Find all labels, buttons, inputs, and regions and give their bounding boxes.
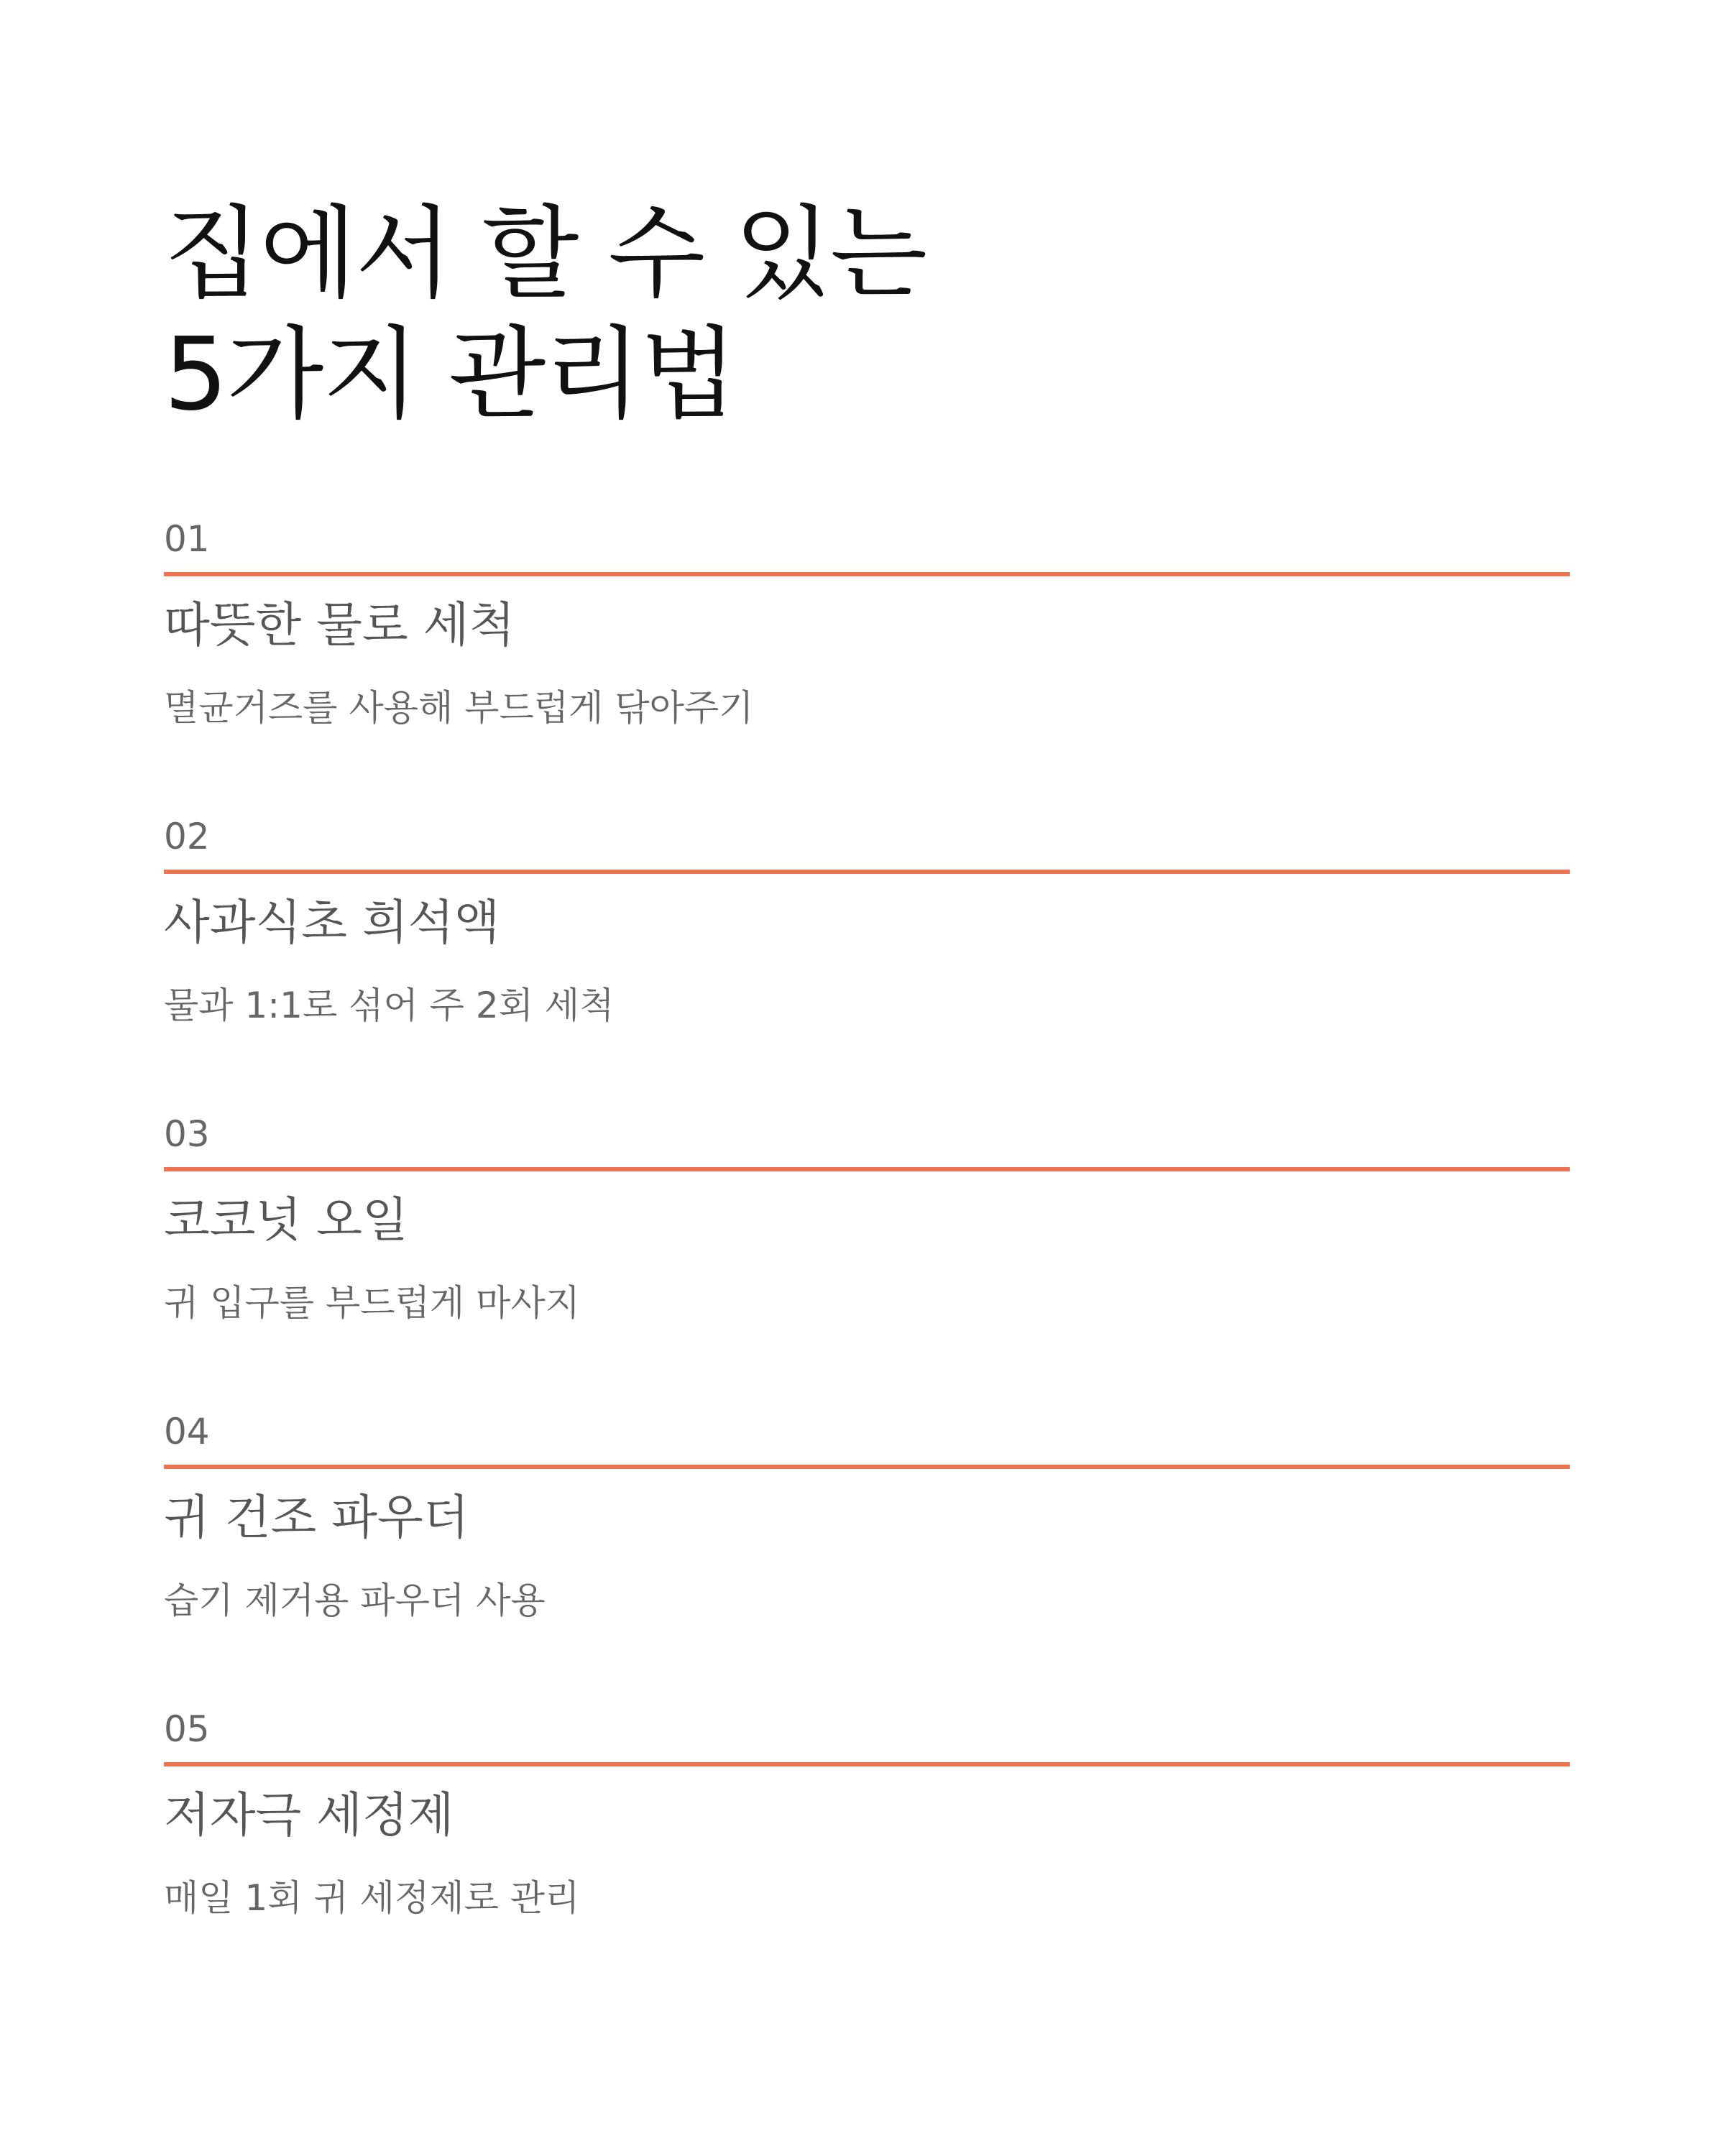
item-title: 따뜻한 물로 세척	[164, 597, 515, 653]
item-description: 습기 제거용 파우더 사용	[164, 1580, 546, 1621]
item-description: 멸균거즈를 사용해 부드럽게 닦아주기	[164, 687, 754, 729]
list-item	[164, 1112, 1570, 1400]
item-title: 코코넛 오일	[164, 1192, 408, 1248]
item-number: 02	[164, 816, 210, 857]
item-divider	[164, 1762, 1570, 1766]
page-title	[164, 194, 926, 436]
list-item	[164, 517, 1570, 805]
item-description: 물과 1:1로 섞어 주 2회 세척	[164, 985, 615, 1026]
item-number: 05	[164, 1708, 210, 1750]
item-divider	[164, 1167, 1570, 1171]
item-number: 01	[164, 518, 210, 560]
item-number: 04	[164, 1411, 210, 1452]
item-divider	[164, 572, 1570, 576]
item-number: 03	[164, 1113, 210, 1155]
page-title-line-2: 5가지 관리법	[164, 316, 736, 433]
item-description: 귀 입구를 부드럽게 마사지	[164, 1282, 580, 1324]
list-item	[164, 1410, 1570, 1697]
item-divider	[164, 1465, 1570, 1469]
item-title: 저자극 세정제	[164, 1787, 454, 1843]
list-item	[164, 1708, 1570, 1995]
item-title: 귀 건조 파우더	[164, 1490, 469, 1545]
item-title: 사과식초 희석액	[164, 895, 500, 950]
list-item	[164, 815, 1570, 1102]
item-divider	[164, 870, 1570, 874]
page-title-line-1: 집에서 할 수 있는	[164, 195, 926, 313]
item-description: 매일 1회 귀 세정제로 관리	[164, 1877, 580, 1919]
